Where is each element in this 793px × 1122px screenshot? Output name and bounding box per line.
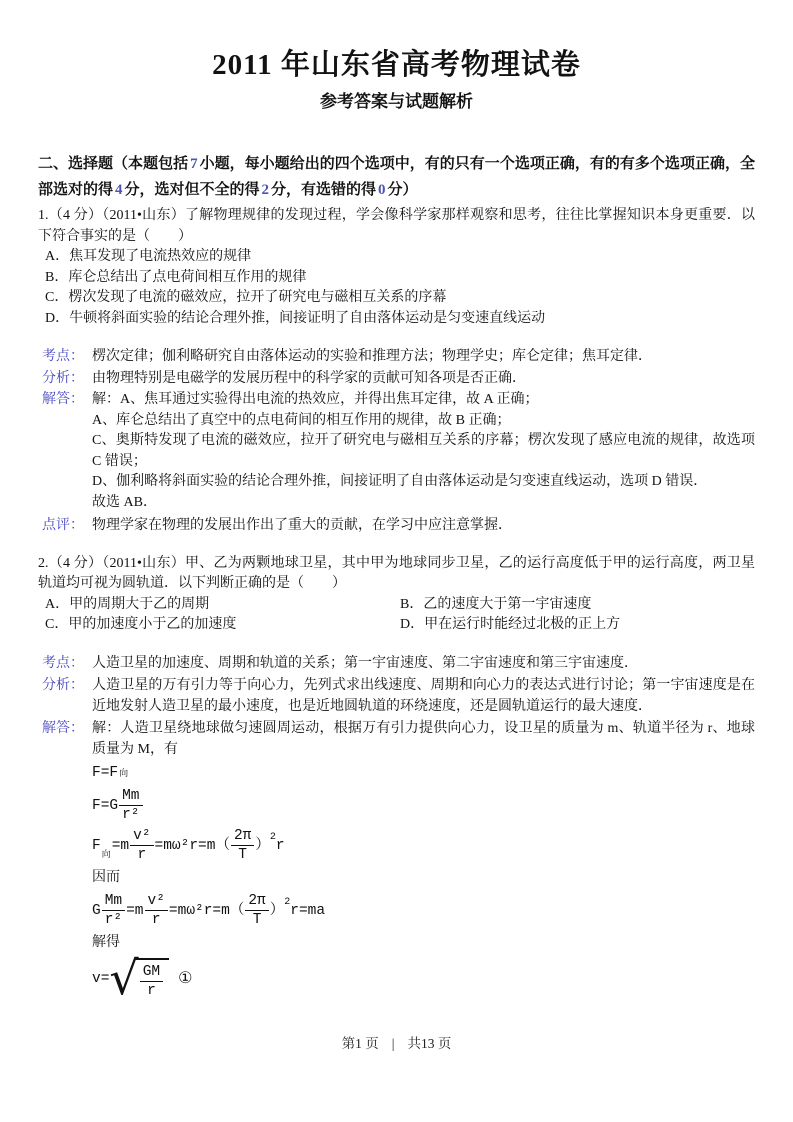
q2-jieda-text	[92, 719, 755, 1004]
fraction	[130, 828, 153, 863]
option-label: A．	[45, 249, 70, 264]
fraction-denominator: r	[147, 983, 156, 999]
q1-jieda-line: D、伽利略将斜面实验的结论合理外推，间接证明了自由落体运动是匀变速直线运动，选项 D 错误．	[92, 474, 708, 489]
fraction-numerator: Mm	[119, 788, 142, 806]
formula-token: F=F	[92, 765, 119, 781]
fraction	[245, 893, 268, 928]
option-label: C．	[45, 290, 69, 305]
heading-score-partial: 2	[261, 182, 270, 198]
fraction-denominator: r	[151, 912, 161, 928]
connector-yin-er: 因而	[92, 870, 120, 885]
option-text: 牛顿将斜面实验的结论合理外推，间接证明了自由落体运动是匀变速直线运动	[69, 310, 546, 326]
q2-stem: 2.（4 分）（2011•山东）甲、乙为两颗地球卫星，其中甲为地球同步卫星，乙的运行高度低于甲的运行高度，两卫星轨道均可视为圆轨道．以下判断正确的是（ ）	[38, 555, 755, 591]
fraction-numerator: 2π	[231, 828, 254, 846]
option-text: 焦耳发现了电流热效应的规律	[69, 249, 252, 264]
fraction-denominator: r²	[122, 807, 140, 823]
formula-combined	[92, 893, 755, 928]
option-label: D．	[45, 310, 70, 326]
formula-token: ）	[269, 902, 285, 919]
section-heading	[38, 151, 755, 203]
q1-option-d	[45, 309, 755, 330]
option-text: 甲的周期大于乙的周期	[69, 596, 210, 612]
formula-token: r=ma	[290, 902, 326, 919]
formula-token: =mω²r=m（	[154, 837, 230, 854]
option-label: A．	[45, 596, 70, 612]
q2-fenxi-row	[42, 676, 755, 717]
question-1	[38, 206, 755, 537]
heading-text: 分，选对但不全的得	[124, 182, 260, 198]
fraction-numerator: v²	[130, 828, 153, 846]
superscript-2: 2	[284, 897, 291, 908]
fraction-numerator: v²	[145, 893, 168, 911]
superscript-2: 2	[269, 832, 276, 843]
heading-text: 分，有选错的得	[271, 182, 377, 198]
kaodian-label: 考点：	[42, 349, 84, 364]
option-label: D．	[400, 617, 425, 632]
q2-option-d	[400, 615, 755, 636]
heading-score-full: 4	[115, 182, 123, 198]
fraction-denominator: r	[137, 847, 147, 863]
q2-option-b	[400, 595, 755, 616]
fenxi-label: 分析：	[42, 370, 84, 386]
fraction	[145, 893, 168, 928]
page-footer	[0, 1032, 793, 1052]
option-text: 甲的加速度小于乙的加速度	[68, 617, 237, 632]
heading-text: 分）	[387, 182, 418, 198]
q1-option-b	[45, 268, 755, 289]
q1-kaodian-row	[42, 347, 755, 368]
fraction	[231, 828, 254, 863]
q1-stem: 1.（4 分）（2011•山东）了解物理规律的发现过程，学会像科学家那样观察和思考，往往比掌握知识本身更重要．以下符合事实的是（ ）	[38, 208, 755, 244]
question-2	[38, 554, 755, 1005]
q1-jieda-line: 解：A、焦耳通过实验得出电流的热效应，并得出焦耳定律，故 A 正确；	[92, 392, 539, 407]
fraction-denominator: T	[238, 847, 247, 863]
q1-jieda-line: C、奥斯特发现了电流的磁效应，拉开了研究电与磁相互关系的序幕；楞次发现了感应电流的规律，故选项 C 错误；	[92, 433, 755, 469]
jieda-label: 解答：	[42, 392, 84, 407]
heading-count-questions: 7	[190, 156, 198, 172]
square-root	[109, 951, 169, 1005]
fraction-denominator: r²	[104, 912, 123, 928]
q2-option-c	[45, 615, 400, 636]
q2-kaodian-text: 人造卫星的加速度、周期和轨道的关系；第一宇宙速度、第二宇宙速度和第三宇宙速度．	[92, 655, 638, 671]
q2-fenxi-text: 人造卫星的万有引力等于向心力，先列式求出线速度、周期和向心力的表达式进行讨论；第一宇宙速度是在近地发射人造卫星的最小速度，也是近地圆轨道的环绕速度，还是圆轨道运行的最大速度．	[92, 678, 755, 714]
heading-text: 小题，每小题给出的四个选项中，有的只有一个选项正确，有的有多个选项正确，全部选对的得	[38, 156, 755, 198]
formula-token: G	[92, 902, 101, 919]
fraction	[119, 788, 142, 823]
formula-token: =m	[111, 837, 130, 854]
connector-jie-de: 解得	[92, 935, 120, 950]
q1-jieda-line: 故选 AB．	[92, 494, 157, 510]
q1-dianping-row	[42, 516, 755, 537]
formula-force-equality	[92, 764, 755, 782]
radicand	[135, 958, 169, 999]
option-text: 甲在运行时能经过北极的正上方	[424, 617, 621, 632]
subscript-xiang: 向	[119, 768, 129, 778]
q1-jieda-row	[42, 390, 755, 513]
formula-token: =m	[126, 902, 144, 919]
fraction-denominator: T	[252, 912, 262, 928]
option-label: B．	[400, 596, 424, 612]
radical-sign: √	[109, 951, 139, 1005]
q1-jieda-text	[92, 390, 755, 513]
heading-score-zero: 0	[378, 182, 386, 198]
q2-analysis	[42, 654, 755, 1005]
formula-token: F=G	[92, 797, 119, 814]
q1-jieda-line: A、库仑总结出了真空中的点电荷间的相互作用的规律，故 B 正确；	[92, 412, 511, 428]
formula-orbital-speed	[92, 951, 755, 1005]
doc-subtitle: 参考答案与试题解析	[320, 92, 473, 111]
option-text: 乙的速度大于第一宇宙速度	[423, 596, 592, 612]
q1-option-c	[45, 288, 755, 309]
fraction-numerator: GM	[140, 964, 163, 982]
doc-title: 2011 年山东省高考物理试卷	[212, 49, 581, 81]
footer-total-pages: 共13 页	[407, 1036, 452, 1051]
fraction	[102, 893, 125, 928]
formula-token: ）	[255, 837, 270, 854]
formula-gravitation	[92, 788, 755, 823]
formula-centripetal	[92, 828, 755, 863]
q1-dianping-text: 物理学家在物理的发展出作出了重大的贡献，在学习中应注意掌握．	[92, 518, 512, 533]
q1-fenxi-text: 由物理特别是电磁学的发展历程中的科学家的贡献可知各项是否正确．	[92, 370, 526, 386]
footer-separator: |	[391, 1036, 395, 1051]
option-label: B．	[45, 269, 69, 285]
q2-jieda-row	[42, 719, 755, 1004]
q2-option-a	[45, 595, 400, 616]
equation-tag-1: ①	[178, 969, 193, 987]
q2-kaodian-row	[42, 654, 755, 675]
fraction-numerator: Mm	[102, 893, 125, 911]
footer-page-number: 第1 页	[341, 1036, 379, 1051]
q1-analysis	[42, 347, 755, 537]
q1-options	[45, 247, 755, 329]
q1-fenxi-row	[42, 369, 755, 390]
q2-jieda-intro: 解：人造卫星绕地球做匀速圆周运动，根据万有引力提供向心力，设卫星的质量为 m、轨道半径为 r、地球质量为 M，有	[92, 721, 755, 757]
fraction	[140, 964, 163, 999]
q1-option-a	[45, 247, 755, 268]
subscript-xiang: 向	[101, 849, 111, 859]
formula-token: =mω²r=m（	[168, 902, 245, 919]
fraction-numerator: 2π	[245, 893, 268, 911]
option-text: 楞次发现了电流的磁效应，拉开了研究电与磁相互关系的序幕	[68, 290, 447, 305]
formula-token: F	[92, 837, 101, 854]
q1-kaodian-text: 楞次定律；伽利略研究自由落体运动的实验和推理方法；物理学史；库仑定律；焦耳定律．	[92, 349, 652, 364]
option-label: C．	[45, 617, 69, 632]
formula-token: v=	[92, 970, 110, 987]
kaodian-label: 考点：	[42, 655, 84, 671]
option-text: 库仑总结出了点电荷间相互作用的规律	[68, 269, 307, 285]
q2-options	[45, 595, 755, 636]
heading-text: 二、选择题（本题包括	[38, 156, 189, 172]
formula-token: r	[275, 837, 285, 854]
jieda-label: 解答：	[42, 721, 84, 736]
dianping-label: 点评：	[42, 518, 84, 533]
fenxi-label: 分析：	[42, 678, 84, 693]
